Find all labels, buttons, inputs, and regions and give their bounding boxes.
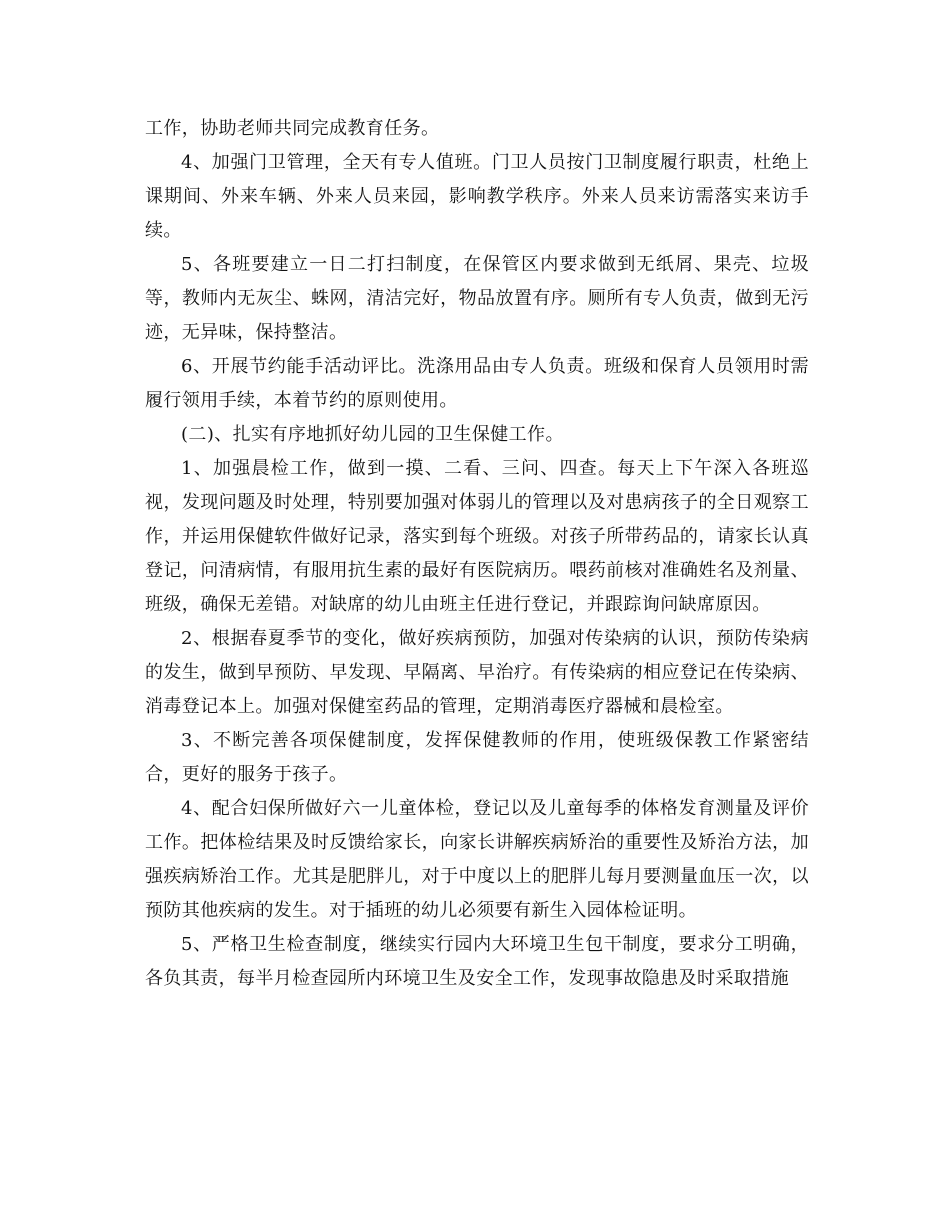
paragraph-physical-exam: 4、配合妇保所做好六一儿童体检，登记以及儿童每季的体格发育测量及评价工作。把体检结果及时反馈给家长，向家长讲解疾病矫治的重要性及矫治方法，加强疾病矫治工作。尤其是肥胖儿，对于中度以上的肥胖儿每月要测量血压一次，以预防其他疾病的发生。对于插班的幼儿必须要有新生入园体检证明。 <box>145 798 809 921</box>
paragraph-gate-management: 4、加强门卫管理，全天有专人值班。门卫人员按门卫制度履行职责，杜绝上课期间、外来车辆、外来人员来园，影响教学秩序。外来人员来访需落实来访手续。 <box>145 152 809 241</box>
paragraph-continuation: 工作，协助老师共同完成教育任务。 <box>145 118 440 139</box>
paragraph-cleaning-system: 5、各班要建立一日二打扫制度，在保管区内要求做到无纸屑、果壳、垃圾等，教师内无灰尘、蛛网，清洁完好，物品放置有序。厕所有专人负责，做到无污迹，无异味，保持整洁。 <box>145 254 809 343</box>
paragraph-morning-check: 1、加强晨检工作，做到一摸、二看、三问、四查。每天上下午深入各班巡视，发现问题及时处理，特别要加强对体弱儿的管理以及对患病孩子的全日观察工作，并运用保健软件做好记录，落实到每个班级。对孩子所带药品的，请家长认真登记，问清病情，有服用抗生素的最好有医院病历。喂药前核对准确姓名及剂量、班级，确保无差错。对缺席的幼儿由班主任进行登记，并跟踪询问缺席原因。 <box>145 458 809 615</box>
paragraph-saving-contest: 6、开展节约能手活动评比。洗涤用品由专人负责。班级和保育人员领用时需履行领用手续，本着节约的原则使用。 <box>145 356 809 411</box>
paragraph-hygiene-inspection: 5、严格卫生检查制度，继续实行园内大环境卫生包干制度，要求分工明确，各负其责，每半月检查园所内环境卫生及安全工作，发现事故隐患及时采取措施 <box>145 934 809 989</box>
paragraph-health-system: 3、不断完善各项保健制度，发挥保健教师的作用，使班级保教工作紧密结合，更好的服务于孩子。 <box>145 730 809 785</box>
section-heading-health-care: (二)、扎实有序地抓好幼儿园的卫生保健工作。 <box>181 424 564 445</box>
document-body <box>145 112 809 996</box>
paragraph-disease-prevention: 2、根据春夏季节的变化，做好疾病预防，加强对传染病的认识，预防传染病的发生，做到早预防、早发现、早隔离、早治疗。有传染病的相应登记在传染病、消毒登记本上。加强对保健室药品的管理，定期消毒医疗器械和晨检室。 <box>145 628 809 717</box>
